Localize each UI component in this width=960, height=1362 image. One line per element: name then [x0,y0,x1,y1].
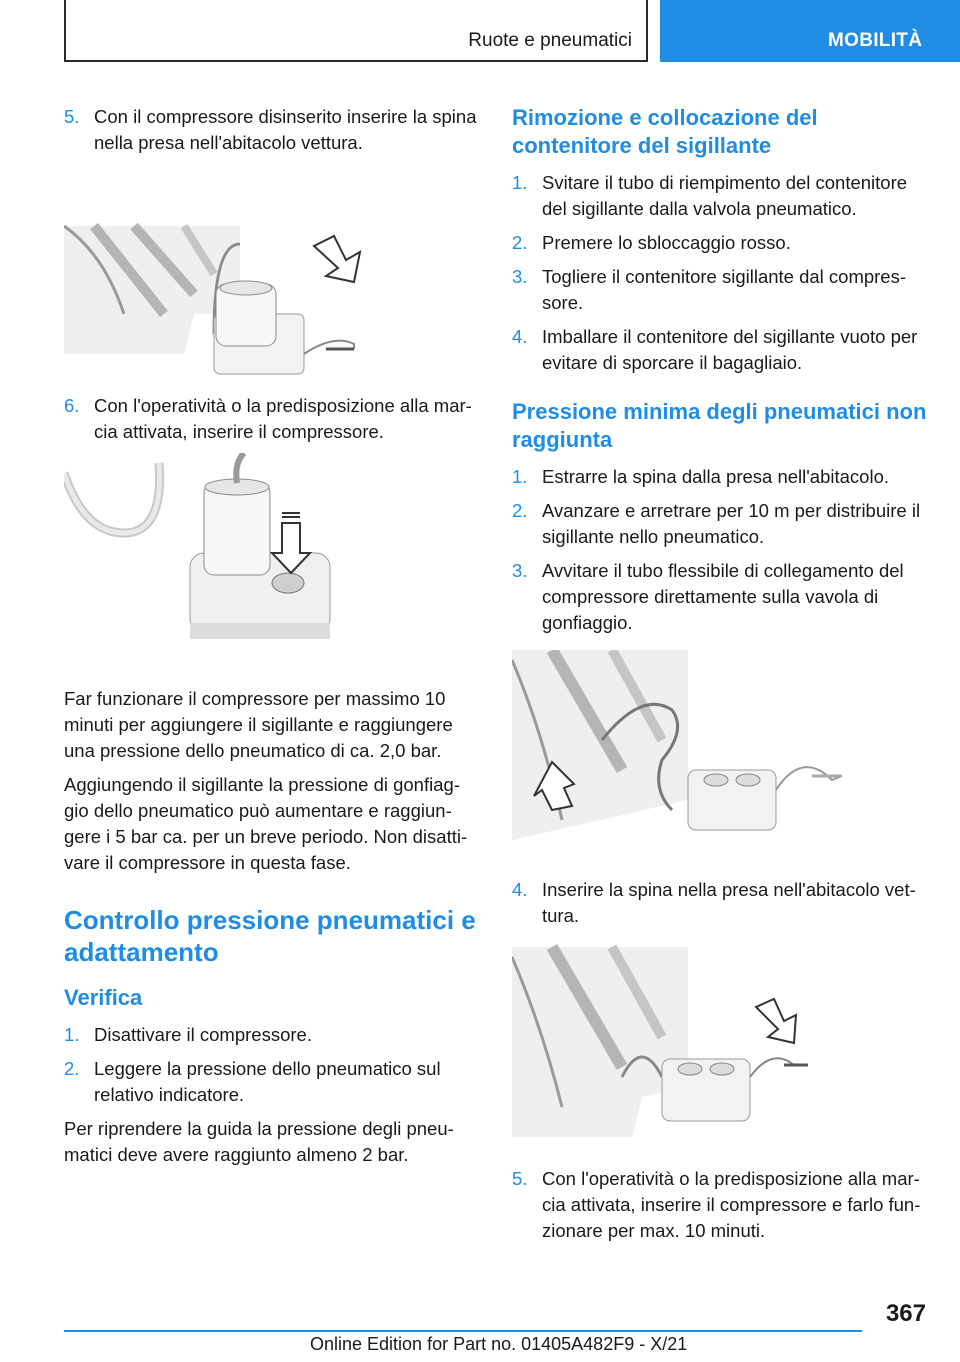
footer-divider [64,1330,862,1332]
chapter-tab-label: MOBILITÀ [828,30,923,51]
step-item [64,393,478,445]
step-text: Imballare il contenitore del sigillante vuoto per evitare di sporcare il bagagliaio. [542,326,918,373]
step-item [512,1166,930,1244]
step-number: 5. [64,106,80,127]
compressor-plug-illustration [64,453,478,668]
step-number: 1. [512,172,528,193]
paragraph: Far funzionare il compressore per massimo 10 minuti per aggiungere il sigillante e raggiungere una pressione dello pneumatico di ca. 2,0 bar. [64,688,453,761]
step-text: Inserire la spina nella presa nell'abitacolo vettura. [542,879,916,926]
step-text: Svitare il tubo di riempimento del contenitore del sigillante dalla valvola pneumatico. [542,172,908,219]
chapter-tab [660,0,960,62]
step-item [64,1022,478,1048]
step-number: 5. [512,1168,528,1189]
step-item [512,498,930,550]
paragraph: Aggiungendo il sigillante la pressione di gonfiaggio dello pneumatico può aumentare e raggiungere i 5 bar ca. per un breve periodo. Non disattivare il compressore in questa fase. [64,774,468,873]
step-number: 1. [64,1024,80,1045]
step-item [512,877,930,929]
step-number: 4. [512,326,528,347]
step-number: 2. [512,500,528,521]
step-number: 2. [512,232,528,253]
section-heading: Controllo pressione pneumatici e adattamento [64,905,476,967]
step-text: Avvitare il tubo flessibile di collegamento del compressore direttamente sulla vavola di gonfiaggio. [542,560,904,633]
left-column [64,104,478,1176]
step-item [64,104,478,156]
step-number: 3. [512,266,528,287]
subsection-heading: Rimozione e collocazione del contenitore del sigillante [512,105,818,158]
step-item [512,324,930,376]
edition-label: Online Edition for Part no. 01405A482F9 - X/21 [310,1334,688,1354]
step-item [512,264,930,316]
step-item [512,558,930,636]
subsection-heading: Pressione minima degli pneumatici non raggiunta [512,399,927,452]
step-text: Togliere il contenitore sigillante dal compressore. [542,266,907,313]
compressor-wheel-illustration [64,164,478,379]
step-text: Premere lo sbloccaggio rosso. [542,232,791,253]
header-frame [64,0,648,62]
page-number: 367 [885,1300,926,1327]
step-number: 1. [512,466,528,487]
step-item [512,170,930,222]
right-column [512,104,930,1252]
section-title: Ruote e pneumatici [468,30,632,51]
step-text: Estrarre la spina dalla presa nell'abitacolo. [542,466,890,487]
step-text: Avanzare e arretrare per 10 m per distribuire il sigillante nello pneumatico. [542,500,921,547]
step-number: 2. [64,1058,80,1079]
hose-valve-illustration [512,650,930,865]
step-text: Con l'operatività o la predisposizione alla marcia attivata, inserire il compressore e farlo funzionare per max. 10 minuti. [542,1168,921,1241]
compressor-socket-illustration [512,937,930,1152]
step-text: Leggere la pressione dello pneumatico sul relativo indicatore. [94,1058,441,1105]
step-number: 3. [512,560,528,581]
step-item [512,464,930,490]
step-number: 4. [512,879,528,900]
paragraph: Per riprendere la guida la pressione degli pneumatici deve avere raggiunto almeno 2 bar. [64,1118,454,1165]
step-number: 6. [64,395,80,416]
step-text: Con l'operatività o la predisposizione alla marcia attivata, inserire il compressore. [94,395,472,442]
step-text: Disattivare il compressore. [94,1024,312,1045]
step-item [64,1056,478,1108]
subsection-heading: Verifica [64,985,143,1010]
step-item [512,230,930,256]
step-text: Con il compressore disinserito inserire la spina nella presa nell'abitacolo vettura. [94,106,477,153]
